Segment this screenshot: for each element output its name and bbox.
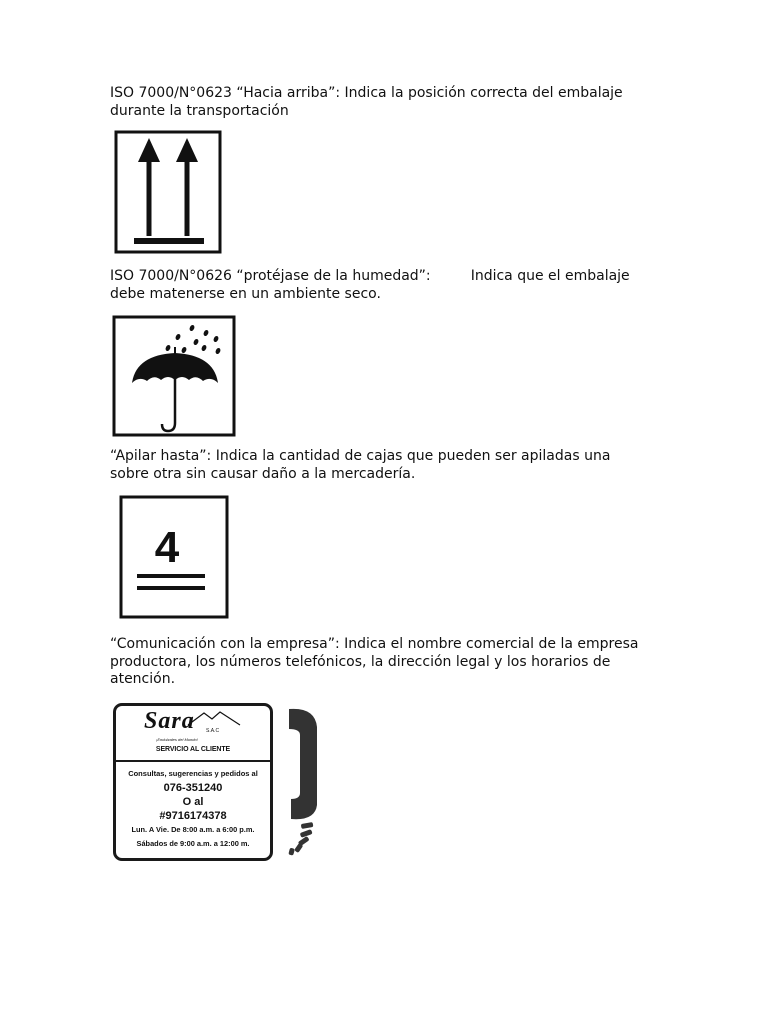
brand-name: Sara: [144, 708, 195, 734]
stack-limit-number: 4: [154, 523, 180, 572]
card-line-mobile: #9716174378: [159, 810, 227, 822]
caption-comunicacion: [110, 636, 670, 689]
caption-line: ISO 7000/N°0623 “Hacia arriba”: Indica la posición correcta del embalaje: [110, 85, 623, 101]
card-line-weekday-hours: Lun. A Vie. De 8:00 a.m. a 6:00 p.m.: [131, 825, 255, 834]
service-label: SERVICIO AL CLIENTE: [155, 746, 231, 753]
caption-line: debe matenerse en un ambiente seco.: [110, 285, 381, 302]
card-header: [116, 706, 270, 762]
telephone-handset-icon: [285, 705, 323, 869]
stacking-limit-icon: [119, 495, 231, 621]
caption-line: “Comunicación con la empresa”: Indica el nombre comercial de la empresa: [110, 636, 639, 652]
card-line-inquiries: Consultas, sugerencias y pedidos al: [128, 769, 258, 778]
card-body: [116, 762, 270, 851]
caption-line: sobre otra sin causar daño a la mercadería.: [110, 465, 416, 482]
caption-line: “Apilar hasta”: Indica la cantidad de cajas que pueden ser apiladas una: [110, 448, 611, 464]
caption-line: durante la transportación: [110, 102, 289, 119]
card-line-saturday-hours: Sábados de 9:00 a.m. a 12:00 m.: [136, 839, 250, 848]
brand-tagline: ¡Endulzales del Mundo!: [156, 737, 198, 742]
caption-hacia-arriba: [110, 85, 670, 120]
caption-line: atención.: [110, 671, 176, 687]
caption-line: productora, los números telefónicos, la dirección legal y los horarios de: [110, 653, 611, 670]
card-line-or: O al: [182, 796, 204, 808]
caption-line: ISO 7000/N°0626 “protéjase de la humedad”: Indica que el embalaje: [110, 268, 630, 284]
brand-suffix: S.A.C: [206, 728, 220, 734]
card-line-phone: 076-351240: [163, 782, 223, 794]
umbrella-rain-icon: [112, 315, 238, 439]
caption-humedad: [110, 268, 670, 303]
this-way-up-arrows-icon: [114, 130, 224, 256]
caption-apilar: [110, 448, 670, 483]
contact-card: [113, 703, 273, 861]
contact-symbol: [110, 700, 325, 870]
